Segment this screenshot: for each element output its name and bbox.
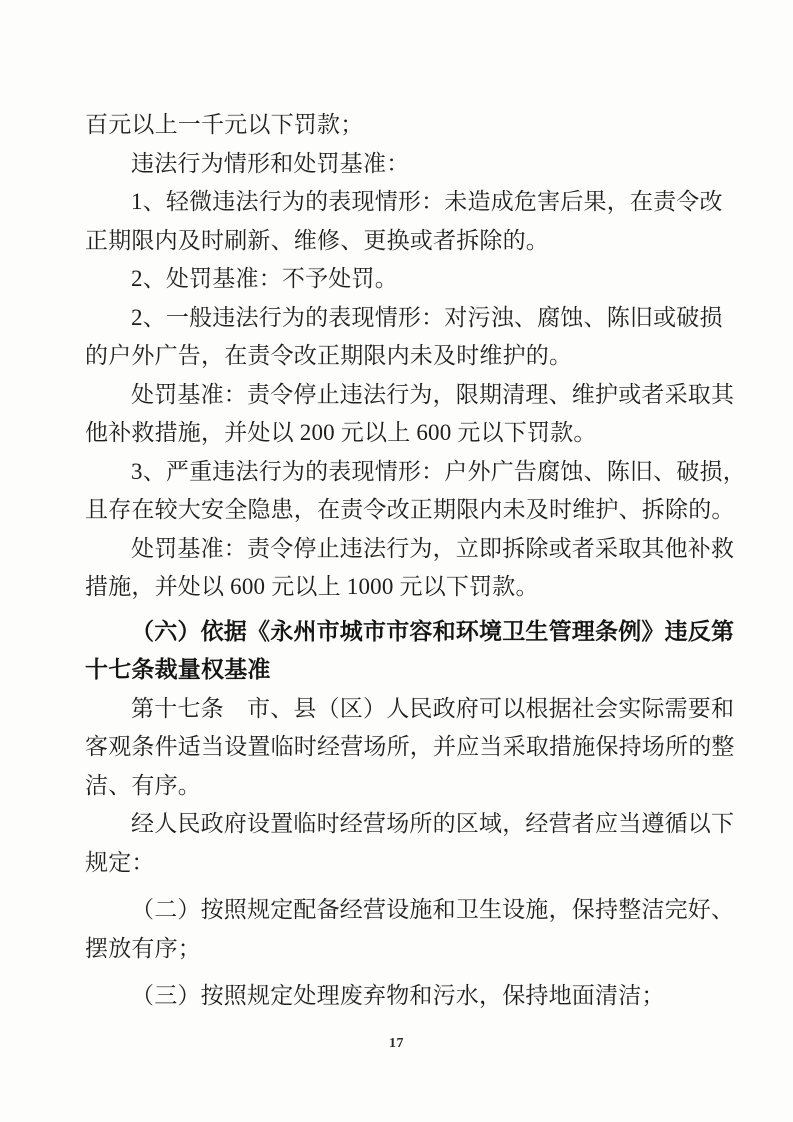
text-line: （三）按照规定处理废弃物和污水，保持地面清洁；: [131, 983, 665, 1008]
text-line: 百元以上一千元以下罚款；: [85, 112, 364, 137]
paragraph: [85, 977, 725, 1016]
paragraph: [85, 106, 725, 145]
text-line: 洁、有序。: [85, 772, 201, 798]
paragraph: [85, 805, 735, 882]
paragraph: [85, 530, 735, 607]
text-line: 2、一般违法行为的表现情形：对污浊、腐蚀、陈旧或破损: [131, 304, 723, 330]
text-line: 摆放有序；: [85, 935, 201, 961]
text-line: 正期限内及时刷新、维修、更换或者拆除的。: [85, 227, 549, 253]
text-line: 他补救措施，并处以 200 元以上 600 元以下罚款。: [85, 420, 597, 445]
text-line: 3、严重违法行为的表现情形：户外广告腐蚀、陈旧、破损，: [131, 458, 746, 484]
text-line: 客观条件适当设置临时经营场所，并应当采取措施保持场所的整: [85, 734, 735, 759]
text-line: 处罚基准：责令停止违法行为，立即拆除或者采取其他补救: [131, 535, 735, 561]
text-line: 措施，并处以 600 元以上 1000 元以下罚款。: [85, 574, 539, 599]
text-line: 第十七条 市、县（区）人民政府可以根据社会实际需要和: [131, 695, 735, 721]
text-line: 十七条裁量权基准: [85, 657, 271, 682]
text-line: 且存在较大安全隐患，在责令改正期限内未及时维护、拆除的。: [85, 497, 735, 522]
text-line: 的户外广告，在责令改正期限内未及时维护的。: [85, 343, 573, 368]
text-line: 1、轻微违法行为的表现情形：未造成危害后果，在责令改: [131, 189, 723, 214]
text-line: 经人民政府设置临时经营场所的区域，经营者应当遵循以下: [131, 811, 735, 836]
text-line: 违法行为情形和处罚基准：: [131, 150, 410, 176]
text-line: 规定：: [85, 849, 155, 875]
paragraph: [85, 260, 725, 299]
text-line: 2、处罚基准：不予处罚。: [131, 266, 398, 291]
text-line: （六）依据《永州市城市市容和环境卫生管理条例》违反第: [131, 618, 735, 644]
paragraph: [85, 690, 735, 806]
text-line: （二）按照规定配备经营设施和卫生设施，保持整洁完好、: [131, 897, 735, 922]
text-line: 处罚基准：责令停止违法行为，限期清理、维护或者采取其: [131, 381, 735, 407]
page-number: 17: [389, 1036, 404, 1051]
paragraph: [85, 299, 725, 376]
document-body: [85, 106, 746, 1016]
paragraph: [85, 891, 735, 968]
paragraph: [85, 376, 735, 453]
section-heading: [85, 613, 735, 690]
paragraph: [85, 145, 725, 184]
paragraph: [85, 453, 746, 530]
paragraph: [85, 183, 725, 260]
